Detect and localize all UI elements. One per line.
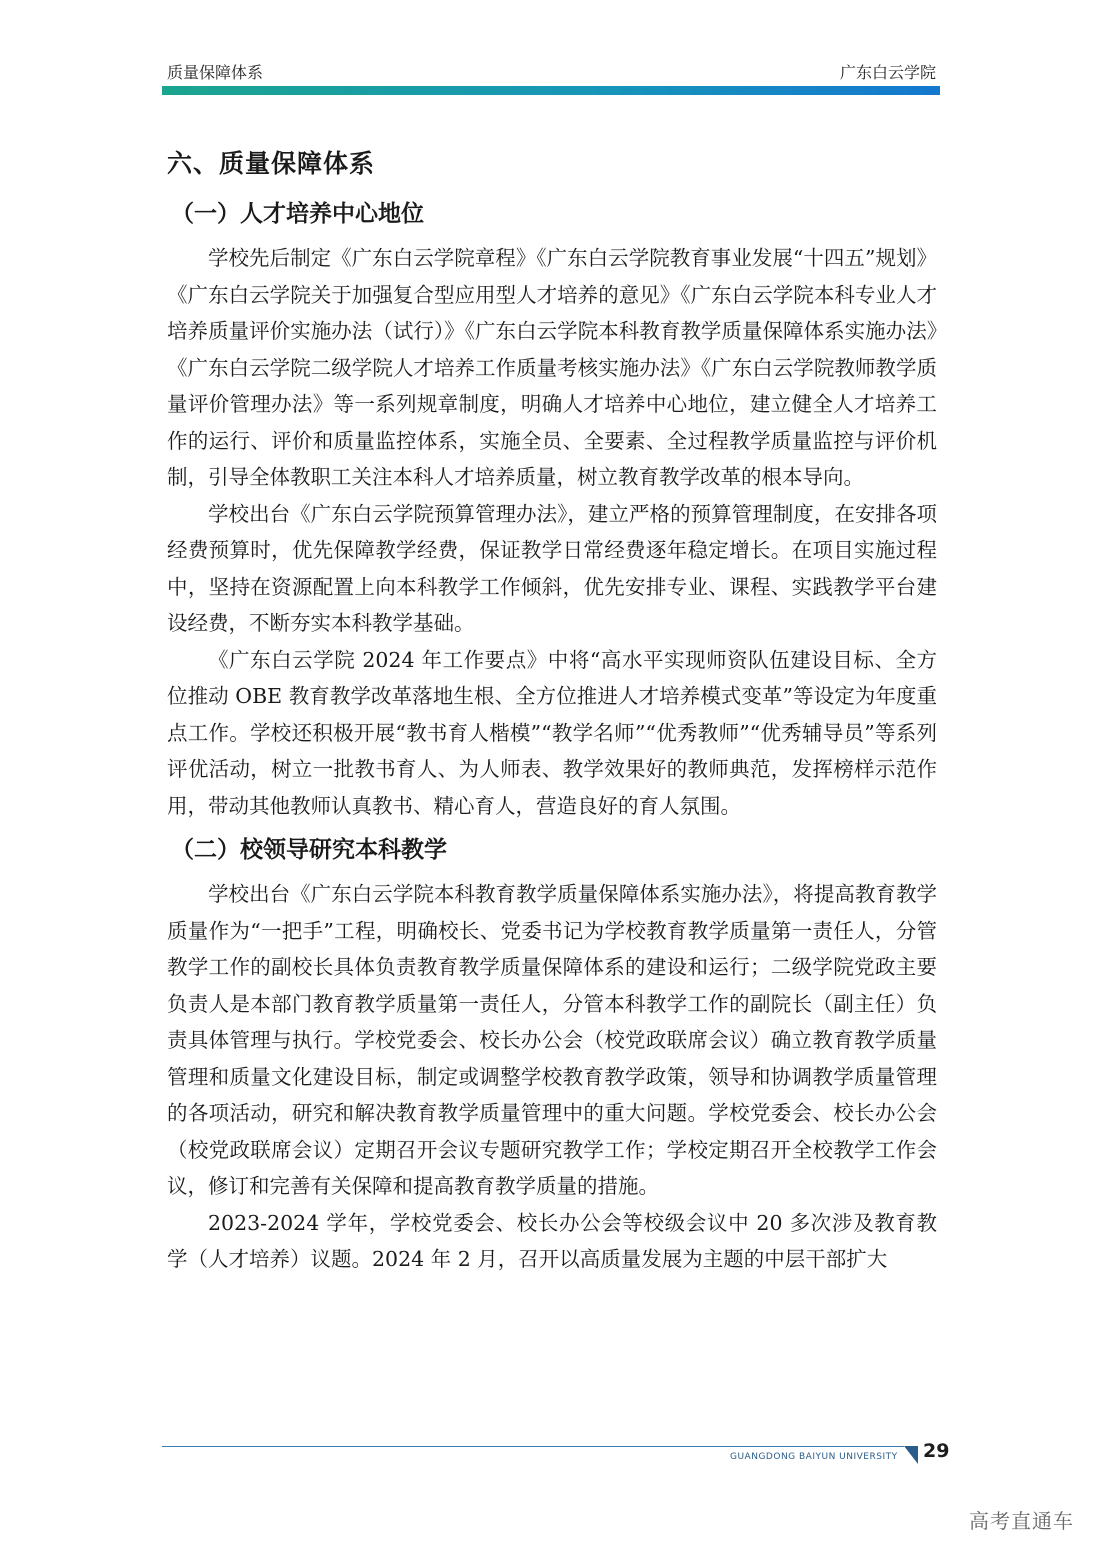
watermark: 高考直通车 — [969, 1509, 1074, 1533]
subsection-title-1: （一）人才培养中心地位 — [171, 201, 424, 227]
header-section-name: 质量保障体系 — [167, 63, 264, 82]
paragraph: 2023-2024 学年，学校党委会、校长办公会等校级会议中 20 多次涉及教育教学（人才培养）议题。2024 年 2 月，召开以高质量发展为主题的中层干部扩大 — [167, 1210, 937, 1271]
section-title: 六、质量保障体系 — [167, 149, 376, 178]
footer-university-name: GUANGDONG BAIYUN UNIVERSITY — [730, 1452, 898, 1462]
footer-triangle-icon — [904, 1446, 918, 1464]
paragraph: 学校出台《广东白云学院预算管理办法》，建立严格的预算管理制度，在安排各项经费预算时，优先保障教学经费，保证教学日常经费逐年稳定增长。在项目实施过程中，坚持在资源配置上向本科教学工作倾斜，优先安排专业、课程、实践教学平台建设经费，不断夯实本科教学基础。 — [167, 501, 937, 635]
paragraph: 学校出台《广东白云学院本科教育教学质量保障体系实施办法》，将提高教育教学质量作为“一把手”工程，明确校长、党委书记为学校教育教学质量第一责任人，分管教学工作的副校长具体负责教育教学质量保障体系的建设和运行；二级学院党政主要负责人是本部门教育教学质量第一责任人，分管本科教学工作的副院长（副主任）负责具体管理与执行。学校党委会、校长办公会（校党政联席会议）确立教育教学质量管理和质量文化建设目标，制定或调整学校教育教学政策，领导和协调教学质量管理的各项活动，研究和解决教育教学质量管理中的重大问题。学校党委会、校长办公会（校党政联席会议）定期召开会议专题研究教学工作；学校定期召开全校教学工作会议，修订和完善有关保障和提高教育教学质量的措施。 — [167, 882, 937, 1198]
page-number: 29 — [923, 1440, 950, 1462]
header-institution-name: 广东白云学院 — [839, 63, 936, 82]
header-gradient-bar — [162, 86, 940, 95]
paragraph: 《广东白云学院 2024 年工作要点》中将“高水平实现师资队伍建设目标、全方位推动 OBE 教育教学改革落地生根、全方位推进人才培养模式变革”等设定为年度重点工作。学校还积极开展“教书育人楷模”“教学名师”“优秀教师”“优秀辅导员”等系列评优活动，树立一批教书育人、为人师表、教学效果好的教师典范，发挥榜样示范作用，带动其他教师认真教书、精心育人，营造良好的育人氛围。 — [167, 647, 937, 818]
subsection-title-2: （二）校领导研究本科教学 — [171, 837, 447, 863]
footer-rule — [162, 1446, 904, 1447]
page-content — [167, 140, 937, 1278]
paragraph: 学校先后制定《广东白云学院章程》《广东白云学院教育事业发展“十四五”规划》《广东白云学院关于加强复合型应用型人才培养的意见》《广东白云学院本科专业人才培养质量评价实施办法（试行）》《广东白云学院本科教育教学质量保障体系实施办法》《广东白云学院二级学院人才培养工作质量考核实施办法》《广东白云学院教师教学质量评价管理办法》等一系列规章制度，明确人才培养中心地位，建立健全人才培养工作的运行、评价和质量监控体系，实施全员、全要素、全过程教学质量监控与评价机制，引导全体教职工关注本科人才培养质量，树立教育教学改革的根本导向。 — [167, 246, 937, 489]
